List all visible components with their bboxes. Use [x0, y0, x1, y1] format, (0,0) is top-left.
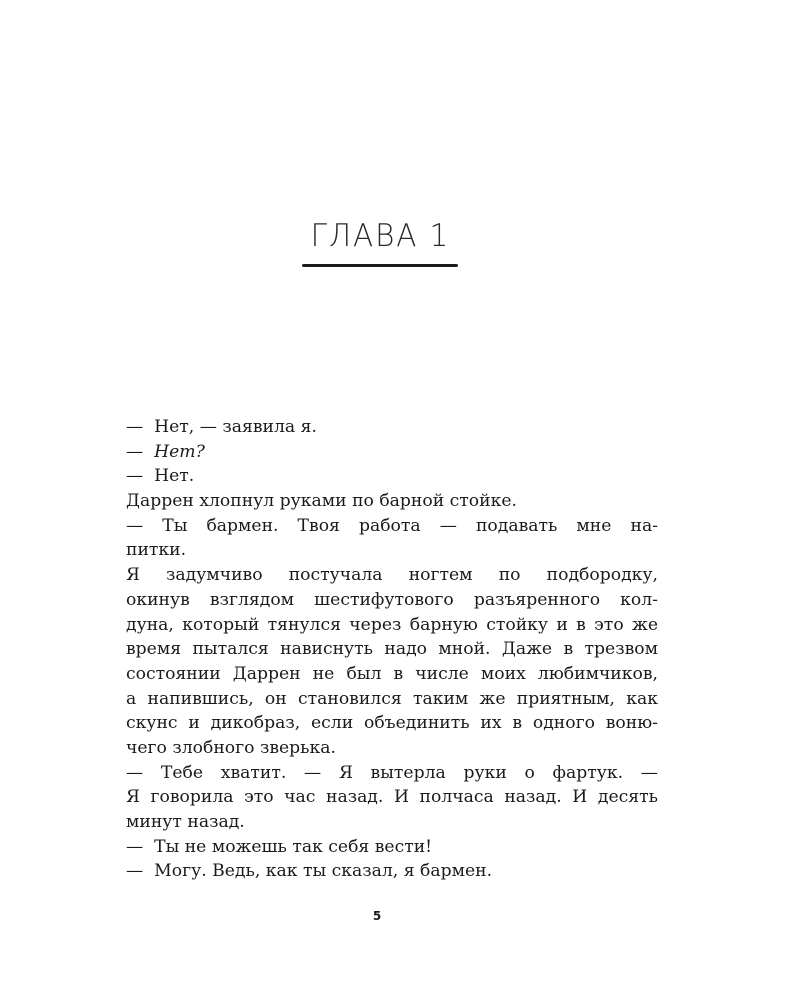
dialogue-text: Нет.	[154, 466, 195, 487]
dialogue-text: Ты не можешь так себя вести!	[154, 836, 433, 857]
dialogue-line	[126, 859, 658, 884]
em-dash: —	[126, 466, 144, 487]
dialogue-line	[126, 464, 658, 489]
paragraph-line: дуна, который тянулся через барную стойку и в это же	[126, 614, 658, 635]
paragraph-line: окинув взглядом шестифутового разъяренного кол-	[126, 589, 658, 610]
paragraph-line: чего злобного зверька.	[126, 737, 336, 758]
dialogue-line	[126, 440, 658, 465]
paragraph-line: а напившись, он становился таким же приятным, как	[126, 688, 658, 709]
paragraph-line: — Тебе хватит. — Я вытерла руки о фартук. —	[126, 762, 658, 783]
chapter-title-underline	[302, 264, 458, 267]
dialogue-text: Нет, — заявила я.	[154, 417, 317, 437]
paragraph-line: скунс и дикобраз, если объединить их в одного воню-	[126, 713, 658, 734]
chapter-body-text	[126, 415, 658, 884]
dialogue-text: Нет?	[154, 441, 205, 462]
dialogue-text: Могу. Ведь, как ты сказал, я бармен.	[154, 861, 493, 882]
em-dash: —	[126, 836, 144, 857]
paragraph-line: Я говорила это час назад. И полчаса назад. И десять	[126, 787, 658, 808]
paragraph-line: Я задумчиво постучала ногтем по подбородку,	[126, 565, 658, 586]
paragraph-line: минут назад.	[126, 812, 245, 832]
narration-line: Даррен хлопнул руками по барной стойке.	[126, 491, 517, 512]
paragraph-line: время пытался нависнуть надо мной. Даже в трезвом	[126, 639, 658, 660]
page-number: 5	[372, 909, 382, 923]
em-dash: —	[126, 861, 144, 882]
paragraph-line: состоянии Даррен не был в числе моих любимчиков,	[126, 663, 658, 684]
em-dash: —	[126, 417, 144, 437]
chapter-heading	[0, 218, 760, 254]
paragraph-line: питки.	[126, 540, 187, 561]
dialogue-line	[126, 835, 658, 860]
chapter-title: ГЛАВА 1	[310, 218, 450, 254]
em-dash: —	[126, 441, 144, 462]
dialogue-line	[126, 415, 658, 440]
paragraph-line: — Ты бармен. Твоя работа — подавать мне на-	[126, 515, 658, 536]
